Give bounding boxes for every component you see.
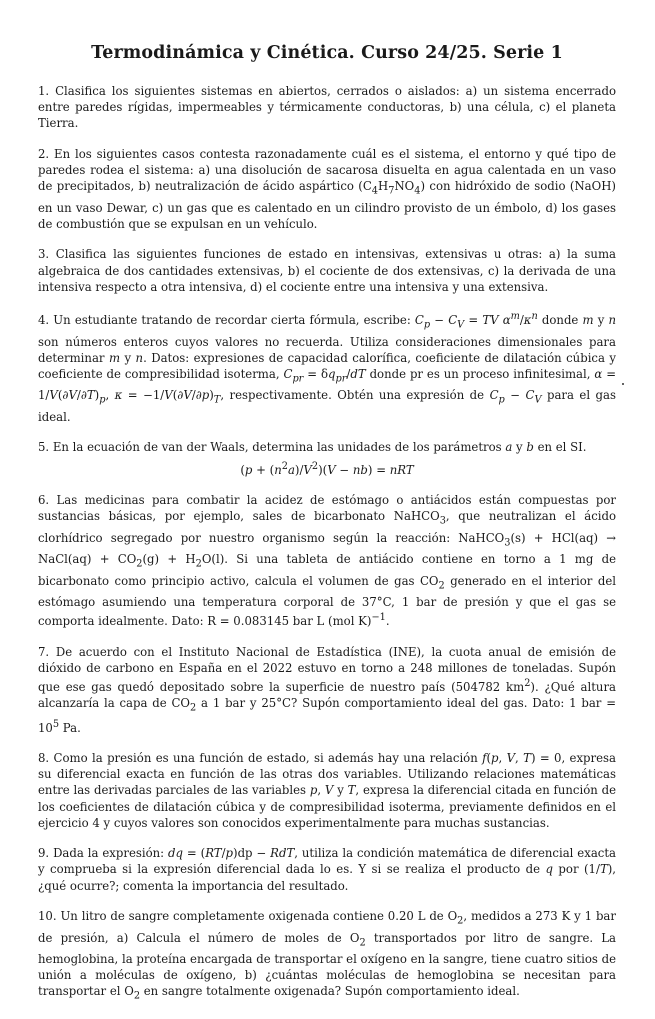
problem-number: 3. [38,247,50,262]
problem-text: Las medicinas para combatir la acidez de estómago o antiácidos están compuestas por sustancias básicas, por ejemplo, sales de bicarbonato NaHCO$_3$, que neutralizan el ácido clorhídrico segregado por nuestro organismo según la reacción: NaHCO$_3$(s) + HCl(aq) → NaCl(aq) + $CO_2(g) + H_2O(l)$. Si una tableta de antiácido contiene en torno a 1 mg de bicarbonato como principio activo, calcula el volumen de gas $CO_2$ generado en el interior del estómago asumiendo una temperatura corporal de 37°C, 1 bar de presión y que el gas se comporta idealmente. Dato: R = 0.083145 bar L (mol K)$^{-1}$. [38,492,617,629]
problem-9 [38,845,616,894]
problem-number: 10. [38,909,57,924]
problem-text: Un estudiante tratando de recordar cierta fórmula, escribe: $C_p - C_V$ = TV $\alpha^m/\kappa^n$ donde m y n son números enteros cuyos valores no recuerda. Utiliza consideraciones dimensionales para determinar m y n. Datos: expresiones de capacidad calorífica, coeficiente de dilatación cúbica y coeficiente de compresibilidad isoterma, $C_{pr} = \delta q_{pr}/dT$ donde pr es un proceso infinitesimal, $\alpha = 1/V(\partial V/\partial T)_p$, $\kappa = -1/V(\partial V/\partial p)_T$, respectivamente. Obtén una expresión de $C_p - C_V$ para el gas ideal. [38,311,617,425]
problem-text: Clasifica los siguientes sistemas en abiertos, cerrados o aislados: a) un sistema encerrado entre paredes rígidas, impermeables y térmicamente conductoras, b) una célula, c) el planeta Tierra. [38,84,616,131]
problem-5 [38,439,616,477]
problem-8 [38,750,616,831]
document-page [38,42,616,1019]
page-title: Termodinámica y Cinética. Curso 24/25. Serie 1 [91,43,563,63]
problem-7 [38,644,616,736]
problem-number: 5. [38,440,50,455]
problem-text: Clasifica las siguientes funciones de estado en intensivas, extensivas u otras: a) la suma algebraica de dos cantidades extensivas, b) el cociente de dos extensivas, c) la derivada de una intensiva respecto a otra intensiva, d) el cociente entre una intensiva y una extensiva. [38,247,616,294]
problem-list [38,83,616,1005]
problem-text: En los siguientes casos contesta razonadamente cuál es el sistema, el entorno y qué tipo de paredes rodea el sistema: a) una disolución de sacarosa disuelta en agua calentada en un vaso de precipitados, b) neutralización de ácido aspártico $(C_4H_7NO_4)$ con hidróxido de sodio (NaOH) en un vaso Dewar, c) un gas que es calentado en un cilindro provisto de un émbolo, d) los gases de combustión que se expulsan en un vehículo. [38,146,616,231]
problem-10 [38,908,616,1005]
problem-text: Dada la expresión: dq = (RT/p)dp − RdT, utiliza la condición matemática de diferencial exacta y comprueba si la expresión diferencial dada lo es. Y si se realiza el producto de q por (1/T), ¿qué ocurre?; comenta la importancia del resultado. [38,846,617,893]
problem-4 [38,309,616,425]
problem-1 [38,83,616,132]
problem-text: Como la presión es una función de estado, si además hay una relación f(p, V, T) = 0, expresa su diferencial exacta en función de las otras dos variables. Utilizando relaciones matemáticas entre las derivadas parciales de las variables p, V y T, expresa la diferencial citada en función de los coeficientes de dilatación cúbica y de compresibilidad isoterma, previamente definidos en el ejercicio 4 y cuyos valores son conocidos experimentalmente para muchas sustancias. [38,751,617,830]
problem-text: En la ecuación de van der Waals, determina las unidades de los parámetros a y b en el SI. $(p + (n^2a)/V^2)(V - nb)$ = nRT [49,440,587,477]
problem-number: 7. [38,644,50,659]
stray-mark [622,383,624,385]
problem-number: 4. [38,313,50,328]
problem-3 [38,246,616,295]
problem-number: 9. [38,846,50,861]
problem-number: 2. [38,146,50,161]
problem-text: De acuerdo con el Instituto Nacional de Estadística (INE), la cuota anual de emisión de dióxido de carbono en España en el 2022 estuvo en torno a 248 millones de toneladas. Supón que ese gas quedó depositado sobre la superficie de nuestro país (504782 $km^2$). ¿Qué altura alcanzaría la capa de $CO_2$ a 1 bar y 25°C? Supón comportamiento ideal del gas. Dato: 1 bar = $10^5$ Pa. [38,644,617,735]
problem-number: 6. [38,492,50,507]
problem-text: Un litro de sangre completamente oxigenada contiene 0.20 L de $O_2$, medidos a 273 K y 1 bar de presión, a) Calcula el número de moles de $O_2$ transportados por litro de sangre. La hemoglobina, la proteína encargada de transportar el oxígeno en la sangre, tiene cuatro sitios de unión a moléculas de oxígeno, b) ¿cuántas moléculas de hemoglobina se necesitan para transportar el $O_2$ en sangre totalmente oxigenada? Supón comportamiento ideal. [38,909,616,1002]
problem-2 [38,146,616,232]
problem-number: 1. [38,84,50,98]
problem-6 [38,492,616,630]
problem-number: 8. [38,751,50,766]
